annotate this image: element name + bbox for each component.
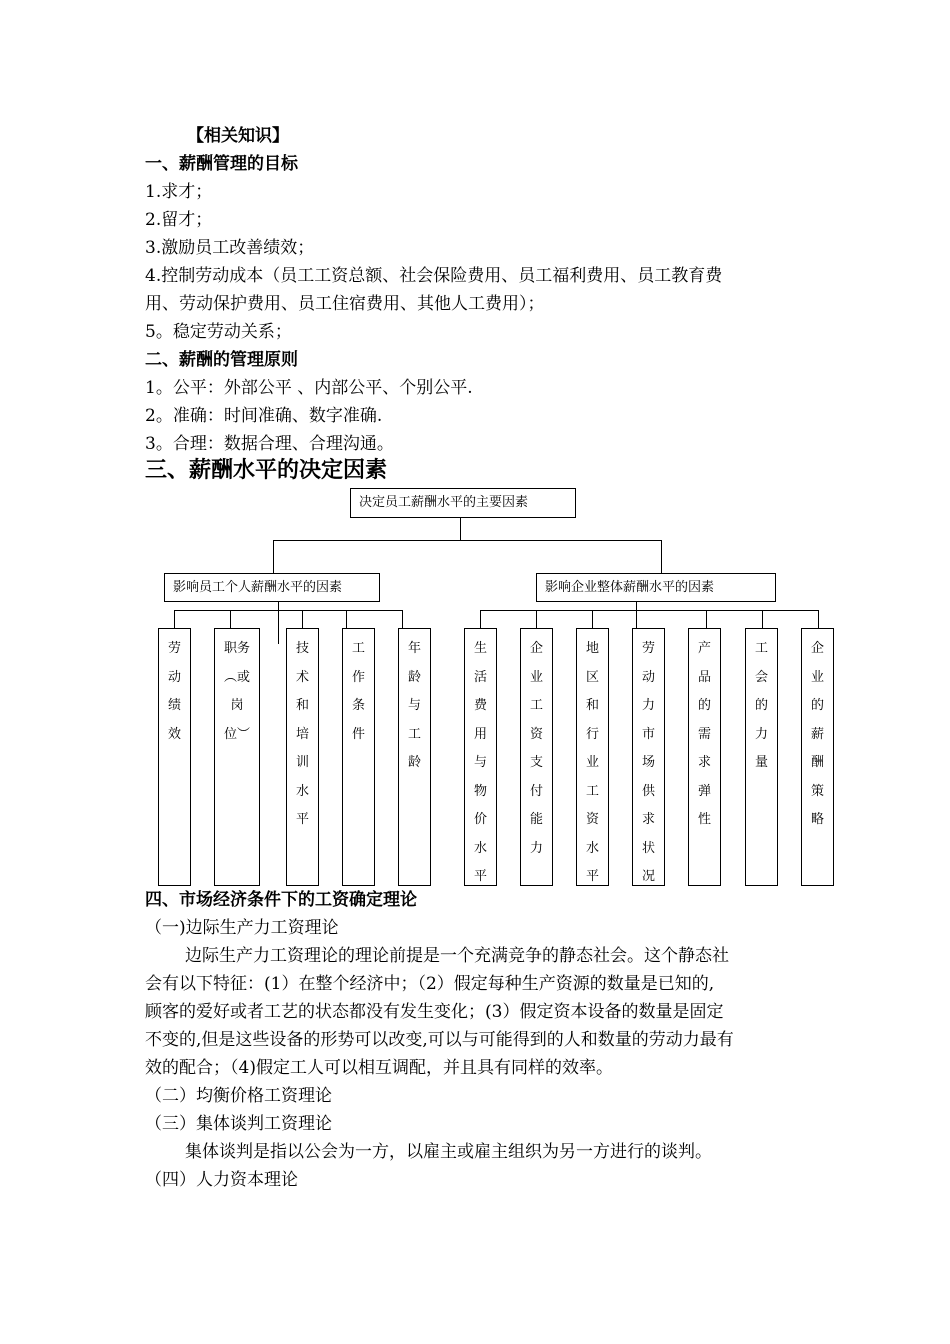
- goal-item: 2.留才；: [145, 210, 213, 230]
- connector-line: [592, 610, 593, 628]
- paragraph-line: 会有以下特征：(1）在整个经济中；（2）假定每种生产资源的数量是已知的,: [145, 974, 715, 994]
- connector-line: [460, 518, 461, 540]
- factor-box: 职务︵或岗位︶: [214, 628, 260, 886]
- connector-line: [273, 540, 274, 574]
- factor-box: 生活费用与物价水平: [464, 628, 497, 886]
- paragraph-line: 效的配合；（4)假定工人可以相互调配，并且具有同样的效率。: [145, 1058, 613, 1078]
- subsection-title: （四）人力资本理论: [145, 1170, 298, 1190]
- connector-line: [480, 610, 818, 611]
- connector-line: [402, 610, 403, 628]
- connector-line: [174, 610, 175, 628]
- connector-line: [302, 610, 303, 628]
- goal-item: 5。稳定劳动关系；: [145, 322, 292, 342]
- principle-item: 2。准确：时间准确、数字准确.: [145, 406, 383, 426]
- factor-box: 企业工资支付能力: [520, 628, 553, 886]
- connector-line: [346, 610, 347, 628]
- principle-item: 1。公平：外部公平 、内部公平、个别公平.: [145, 378, 473, 398]
- connector-line: [762, 610, 763, 628]
- connector-line: [480, 610, 481, 628]
- factor-box: 工作条件: [342, 628, 375, 886]
- paragraph-line: 不变的,但是这些设备的形势可以改变,可以与可能得到的人和数量的劳动力最有: [145, 1030, 734, 1050]
- connector-line: [661, 540, 662, 574]
- subsection-title: （三）集体谈判工资理论: [145, 1114, 332, 1134]
- factor-box: 劳动力市场供求状况: [632, 628, 665, 886]
- connector-line: [536, 610, 537, 628]
- section-1-title: 一、薪酬管理的目标: [145, 154, 298, 174]
- paragraph-line: 顾客的爱好或者工艺的状态都没有发生变化；(3）假定资本设备的数量是固定: [145, 1002, 724, 1022]
- goal-item: 3.激励员工改善绩效；: [145, 238, 315, 258]
- factor-box: 技术和培训水平: [286, 628, 319, 886]
- related-knowledge-heading: 【相关知识】: [187, 126, 289, 146]
- goal-item: 4.控制劳动成本（员工工资总额、社会保险费用、员工福利费用、员工教育费: [145, 266, 723, 286]
- connector-line: [273, 540, 661, 541]
- connector-line: [230, 610, 231, 628]
- section-2-title: 二、薪酬的管理原则: [145, 350, 298, 370]
- subsection-title: （一)边际生产力工资理论: [145, 918, 339, 938]
- principle-item: 3。合理：数据合理、合理沟通。: [145, 434, 394, 454]
- paragraph-line: 集体谈判是指以公会为一方，以雇主或雇主组织为另一方进行的谈判。: [185, 1142, 712, 1162]
- factor-box: 企业的薪酬策略: [801, 628, 834, 886]
- factor-box: 工会的力量: [745, 628, 778, 886]
- connector-line: [278, 602, 279, 644]
- connector-line: [174, 610, 402, 611]
- connector-line: [818, 610, 819, 628]
- diagram-root-box: 决定员工薪酬水平的主要因素: [350, 488, 576, 518]
- factor-box: 年龄与工龄: [398, 628, 431, 886]
- factor-box: 地区和行业工资水平: [576, 628, 609, 886]
- paragraph-line: 边际生产力工资理论的理论前提是一个充满竞争的静态社会。这个静态社: [185, 946, 729, 966]
- left-group-box: 影响员工个人薪酬水平的因素: [164, 573, 380, 602]
- right-group-box: 影响企业整体薪酬水平的因素: [536, 573, 776, 602]
- connector-line: [706, 610, 707, 628]
- section-3-title: 三、薪酬水平的决定因素: [145, 458, 388, 483]
- subsection-title: （二）均衡价格工资理论: [145, 1086, 332, 1106]
- factor-box: 产品的需求弹性: [688, 628, 721, 886]
- goal-item: 1.求才；: [145, 182, 213, 202]
- factor-box: 劳动绩效: [158, 628, 191, 886]
- goal-item: 用、劳动保护费用、员工住宿费用、其他人工费用）；: [145, 294, 545, 314]
- section-4-title: 四、市场经济条件下的工资确定理论: [145, 890, 417, 910]
